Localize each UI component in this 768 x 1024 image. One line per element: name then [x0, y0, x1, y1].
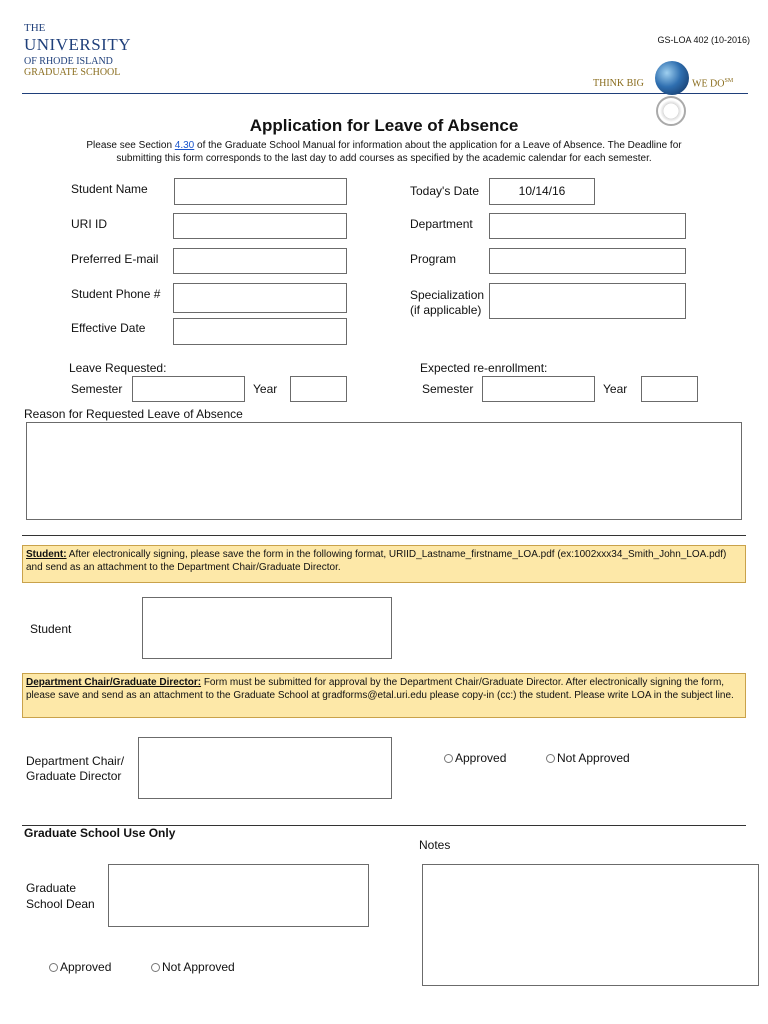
radio-circle-icon	[151, 963, 160, 972]
chair-signature-label-1: Department Chair/	[26, 754, 125, 768]
dean-approved-label: Approved	[60, 960, 112, 974]
leave-semester-label: Semester	[71, 382, 123, 396]
department-label: Department	[410, 217, 473, 231]
dean-approved-radio[interactable]	[49, 960, 111, 974]
reenroll-year-label: Year	[603, 382, 628, 396]
effective-date-input[interactable]	[173, 318, 347, 345]
todays-date-value: 10/14/16	[518, 184, 566, 198]
header-rule	[22, 93, 748, 94]
reason-label: Reason for Requested Leave of Absence	[24, 407, 243, 421]
tagline-think-big: THINK BIG	[593, 78, 644, 89]
reason-textarea[interactable]	[26, 422, 742, 520]
reenroll-year-input[interactable]	[641, 376, 698, 402]
logo	[24, 22, 131, 78]
student-note-heading: Student:	[26, 549, 67, 560]
tagline-we-do-text: WE DO	[692, 78, 725, 90]
notes-label: Notes	[419, 838, 451, 852]
reenroll-semester-label: Semester	[422, 382, 474, 396]
effective-date-label: Effective Date	[71, 321, 146, 335]
todays-date-input[interactable]	[489, 178, 595, 205]
specialization-label: Specialization	[410, 288, 485, 302]
radio-circle-icon	[49, 963, 58, 972]
email-input[interactable]	[173, 248, 347, 274]
dean-signature-field[interactable]	[108, 864, 369, 927]
phone-input[interactable]	[173, 283, 347, 313]
notes-textarea[interactable]	[422, 864, 759, 986]
uri-id-label: URI ID	[71, 217, 107, 231]
leave-year-label: Year	[253, 382, 278, 396]
reenroll-semester-input[interactable]	[482, 376, 595, 402]
chair-note-text: Form must be submitted for approval by the Department Chair/Graduate Director. After electronically signing the form, please save and send as an attachment to the Graduate School at gradforms@etal.uri.edu please copy-in (cc:) the student. Please write LOA in the subject line.	[26, 677, 734, 701]
tagline-we-do	[692, 78, 733, 89]
section-divider-1	[22, 535, 746, 536]
dean-label-2: School Dean	[26, 897, 95, 911]
specialization-input[interactable]	[489, 283, 686, 319]
student-instructions	[22, 545, 746, 583]
logo-of-ri: OF RHODE ISLAND	[24, 56, 113, 67]
intro-text	[22, 139, 746, 165]
service-mark: SM	[724, 78, 734, 84]
reenroll-label: Expected re-enrollment:	[420, 361, 548, 375]
phone-label: Student Phone #	[71, 287, 161, 301]
leave-semester-input[interactable]	[132, 376, 245, 402]
grad-use-heading: Graduate School Use Only	[24, 826, 176, 840]
student-name-label: Student Name	[71, 182, 148, 196]
program-label: Program	[410, 252, 457, 266]
chair-signature-label-2: Graduate Director	[26, 769, 122, 783]
page-title: Application for Leave of Absence	[249, 116, 519, 135]
chair-not-approved-radio[interactable]	[546, 751, 630, 765]
chair-note-heading: Department Chair/Graduate Director:	[26, 677, 202, 688]
chair-instructions	[22, 673, 746, 718]
logo-university: UNIVERSITY	[24, 35, 131, 54]
intro-before-link: Please see Section	[86, 140, 175, 151]
radio-circle-icon	[444, 754, 453, 763]
chair-signature-field[interactable]	[138, 737, 392, 799]
dean-not-approved-radio[interactable]	[151, 960, 235, 974]
department-input[interactable]	[489, 213, 686, 239]
student-signature-label: Student	[30, 622, 72, 636]
chair-approved-label: Approved	[455, 751, 507, 765]
radio-circle-icon	[546, 754, 555, 763]
section-link[interactable]: 4.30	[174, 140, 195, 151]
program-input[interactable]	[489, 248, 686, 274]
intro-line2: submitting this form corresponds to the last day to add courses as specified by the academic calendar for each semester.	[116, 153, 652, 164]
email-label: Preferred E-mail	[71, 252, 159, 266]
student-name-input[interactable]	[174, 178, 347, 205]
logo-grad-school: GRADUATE SCHOOL	[24, 67, 121, 78]
logo-the: THE	[24, 22, 46, 34]
intro-after-link: of the Graduate School Manual for information about the application for a Leave of Absence. The Deadline for	[194, 140, 682, 151]
leave-requested-label: Leave Requested:	[69, 361, 167, 375]
dean-label-1: Graduate	[26, 881, 77, 895]
leave-year-input[interactable]	[290, 376, 347, 402]
chair-approved-radio[interactable]	[444, 751, 506, 765]
todays-date-label: Today's Date	[410, 184, 479, 198]
student-signature-field[interactable]	[142, 597, 392, 659]
uri-id-input[interactable]	[173, 213, 347, 239]
globe-icon	[655, 61, 689, 95]
student-note-text: After electronically signing, please save the form in the following format, URIID_Lastname_firstname_LOA.pdf (ex:1002xxx34_Smith_John_LOA.pdf) and send as an attachment to the Department Chair/Graduate Director.	[26, 549, 727, 573]
specialization-sub-label: (if applicable)	[410, 303, 482, 317]
form-code: GS-LOA 402 (10-2016)	[657, 35, 750, 45]
chair-not-approved-label: Not Approved	[557, 751, 630, 765]
dean-not-approved-label: Not Approved	[162, 960, 235, 974]
